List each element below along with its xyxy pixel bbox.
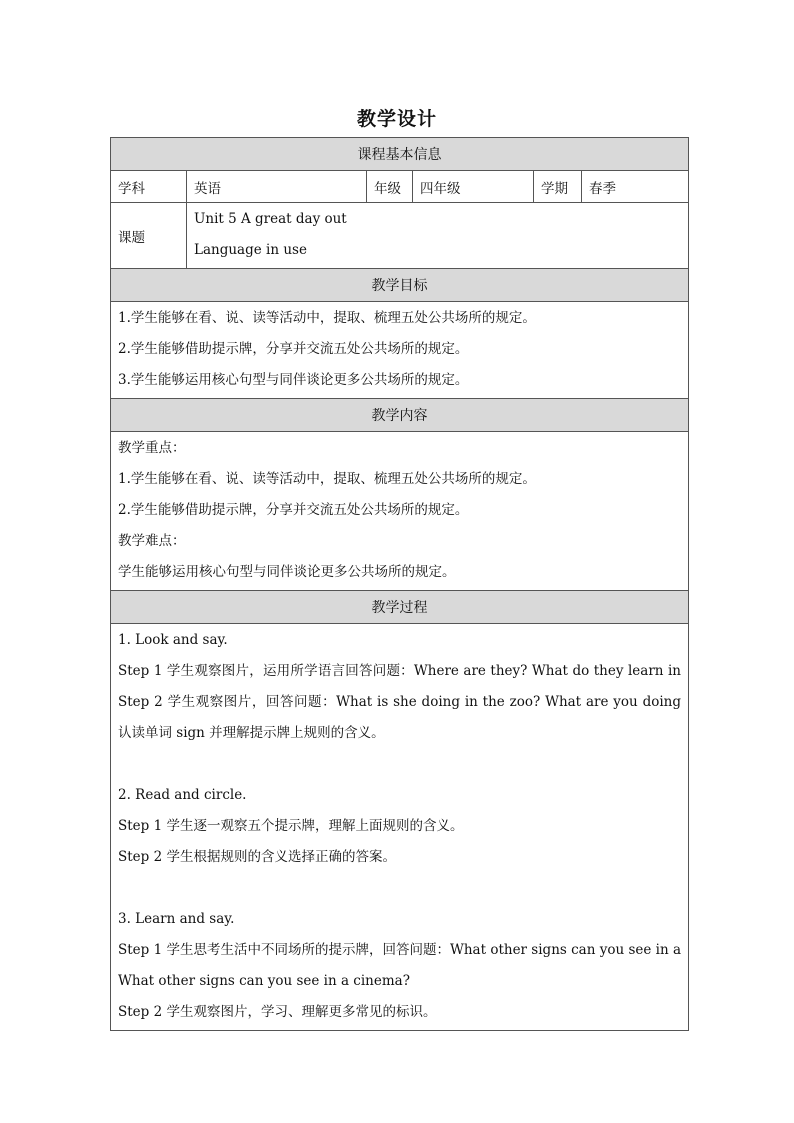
process-heading: 2. Read and circle. bbox=[118, 787, 247, 803]
objectives-row bbox=[111, 302, 689, 399]
lesson-plan-table bbox=[110, 137, 689, 1031]
topic-line: Unit 5 A great day out bbox=[194, 211, 347, 227]
basic-info-header-row bbox=[111, 138, 689, 171]
topic-line: Language in use bbox=[194, 242, 307, 258]
term-value: 春季 bbox=[582, 171, 689, 203]
content-body bbox=[111, 432, 689, 591]
process-step: Step 2 学生根据规则的含义选择正确的答案。 bbox=[118, 849, 396, 865]
process-header-row bbox=[111, 591, 689, 624]
process-step: Step 2 学生观察图片，回答问题：What is she doing in the zoo? What are you doing bbox=[118, 694, 681, 710]
content-row bbox=[111, 432, 689, 591]
grade-label: 年级 bbox=[367, 171, 413, 203]
basic-info-header: 课程基本信息 bbox=[111, 138, 689, 171]
content-header: 教学内容 bbox=[111, 399, 689, 432]
process-step: Step 1 学生逐一观察五个提示牌，理解上面规则的含义。 bbox=[118, 818, 464, 834]
grade-value: 四年级 bbox=[413, 171, 534, 203]
objectives-body bbox=[111, 302, 689, 399]
difficult-points-label: 教学难点： bbox=[118, 533, 186, 549]
objective-item: 1.学生能够在看、说、读等活动中，提取、梳理五处公共场所的规定。 bbox=[118, 310, 536, 326]
process-step: 认读单词 sign 并理解提示牌上规则的含义。 bbox=[118, 725, 385, 741]
subject-label: 学科 bbox=[111, 171, 187, 203]
process-step: Step 1 学生观察图片，运用所学语言回答问题：Where are they? What do they learn in bbox=[118, 663, 681, 679]
process-step: What other signs can you see in a cinema? bbox=[118, 973, 410, 989]
process-heading: 3. Learn and say. bbox=[118, 911, 235, 927]
process-step: Step 1 学生思考生活中不同场所的提示牌，回答问题：What other signs can you see in a bbox=[118, 942, 681, 958]
process-body bbox=[111, 624, 689, 1031]
topic-value bbox=[187, 203, 689, 269]
key-point-item: 1.学生能够在看、说、读等活动中，提取、梳理五处公共场所的规定。 bbox=[118, 471, 536, 487]
key-point-item: 2.学生能够借助提示牌，分享并交流五处公共场所的规定。 bbox=[118, 502, 469, 518]
key-points-label: 教学重点： bbox=[118, 440, 186, 456]
topic-label: 课题 bbox=[111, 203, 187, 269]
objective-item: 3.学生能够运用核心句型与同伴谈论更多公共场所的规定。 bbox=[118, 372, 469, 388]
content-header-row bbox=[111, 399, 689, 432]
document-title: 教学设计 bbox=[356, 108, 437, 130]
difficult-point-item: 学生能够运用核心句型与同伴谈论更多公共场所的规定。 bbox=[118, 564, 456, 580]
term-label: 学期 bbox=[534, 171, 582, 203]
subject-value: 英语 bbox=[187, 171, 367, 203]
objectives-header-row bbox=[111, 269, 689, 302]
blank-line bbox=[118, 749, 681, 780]
blank-line bbox=[118, 873, 681, 904]
process-header: 教学过程 bbox=[111, 591, 689, 624]
topic-row bbox=[111, 203, 689, 269]
objectives-header: 教学目标 bbox=[111, 269, 689, 302]
process-heading: 1. Look and say. bbox=[118, 632, 228, 648]
basic-info-row bbox=[111, 171, 689, 203]
process-row bbox=[111, 624, 689, 1031]
process-step: Step 2 学生观察图片，学习、理解更多常见的标识。 bbox=[118, 1004, 437, 1020]
objective-item: 2.学生能够借助提示牌，分享并交流五处公共场所的规定。 bbox=[118, 341, 469, 357]
